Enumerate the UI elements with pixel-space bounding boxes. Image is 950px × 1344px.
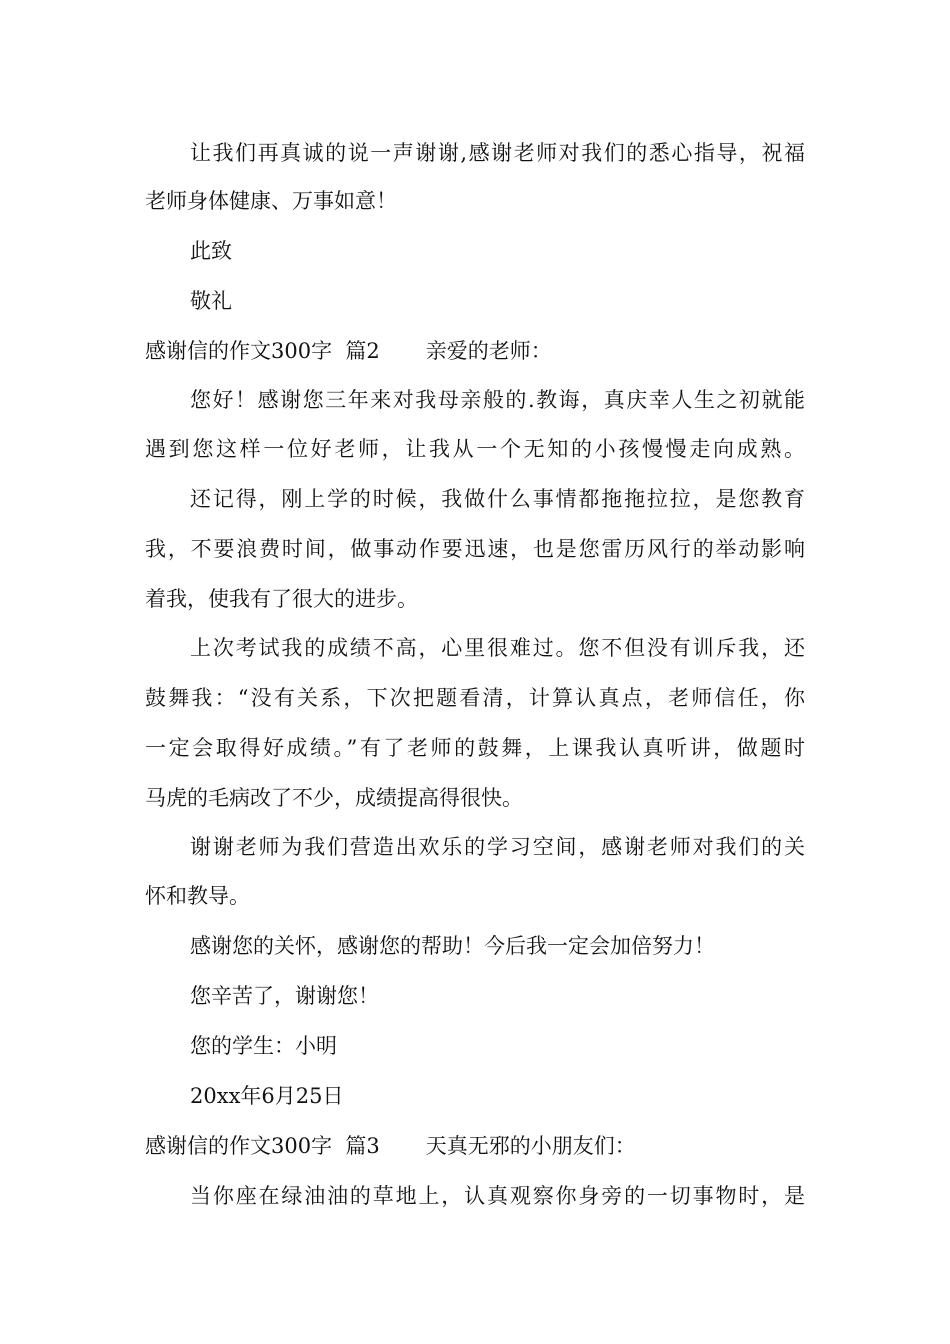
closing-regards: 敬礼 xyxy=(190,289,232,313)
paragraph-line: 您辛苦了，谢谢您！ xyxy=(190,984,379,1008)
paragraph-line: 上次考试我的成绩不高，心里很难过。您不但没有训斥我，还 xyxy=(190,636,805,660)
signature-line: 您的学生：小明 xyxy=(190,1034,337,1058)
letter-greeting: 亲爱的老师： xyxy=(425,339,552,363)
section-heading-3 xyxy=(145,1131,636,1161)
paragraph-line: 让我们再真诚的说一声谢谢,感谢老师对我们的悉心指导，祝福 xyxy=(190,141,805,165)
paragraph-line: 还记得，刚上学的时候，我做什么事情都拖拖拉拉，是您教育 xyxy=(190,487,805,511)
paragraph-line: 当你座在绿油油的草地上，认真观察你身旁的一切事物时，是 xyxy=(190,1184,805,1208)
paragraph-line: 遇到您这样一位好老师，让我从一个无知的小孩慢慢走向成熟。 xyxy=(145,437,805,461)
paragraph-line: 怀和教导。 xyxy=(145,884,250,908)
closing-salutation: 此致 xyxy=(190,239,232,263)
paragraph-line: 感谢您的关怀，感谢您的帮助！今后我一定会加倍努力！ xyxy=(190,934,715,958)
paragraph-line: 您好！感谢您三年来对我母亲般的.教诲，真庆幸人生之初就能 xyxy=(190,388,805,412)
letter-greeting: 天真无邪的小朋友们： xyxy=(425,1134,636,1158)
paragraph-line: 马虎的毛病改了不少，成绩提高得很快。 xyxy=(145,786,523,810)
section-title: 感谢信的作文300字 篇2 xyxy=(145,339,380,363)
section-heading-2 xyxy=(145,336,552,366)
paragraph-line: 着我，使我有了很大的进步。 xyxy=(145,587,418,611)
paragraph-line: 我，不要浪费时间，做事动作要迅速，也是您雷历风行的举动影响 xyxy=(145,537,805,561)
paragraph-line: 老师身体健康、万事如意！ xyxy=(145,189,397,213)
paragraph-line: 鼓舞我：“没有关系，下次把题看清，计算认真点，老师信任，你 xyxy=(145,686,805,710)
date-line: 20xx年6月25日 xyxy=(190,1084,344,1108)
paragraph-line: 一定会取得好成绩。”有了老师的鼓舞，上课我认真听讲，做题时 xyxy=(145,736,805,760)
section-title: 感谢信的作文300字 篇3 xyxy=(145,1134,380,1158)
paragraph-line: 谢谢老师为我们营造出欢乐的学习空间，感谢老师对我们的关 xyxy=(190,835,805,859)
